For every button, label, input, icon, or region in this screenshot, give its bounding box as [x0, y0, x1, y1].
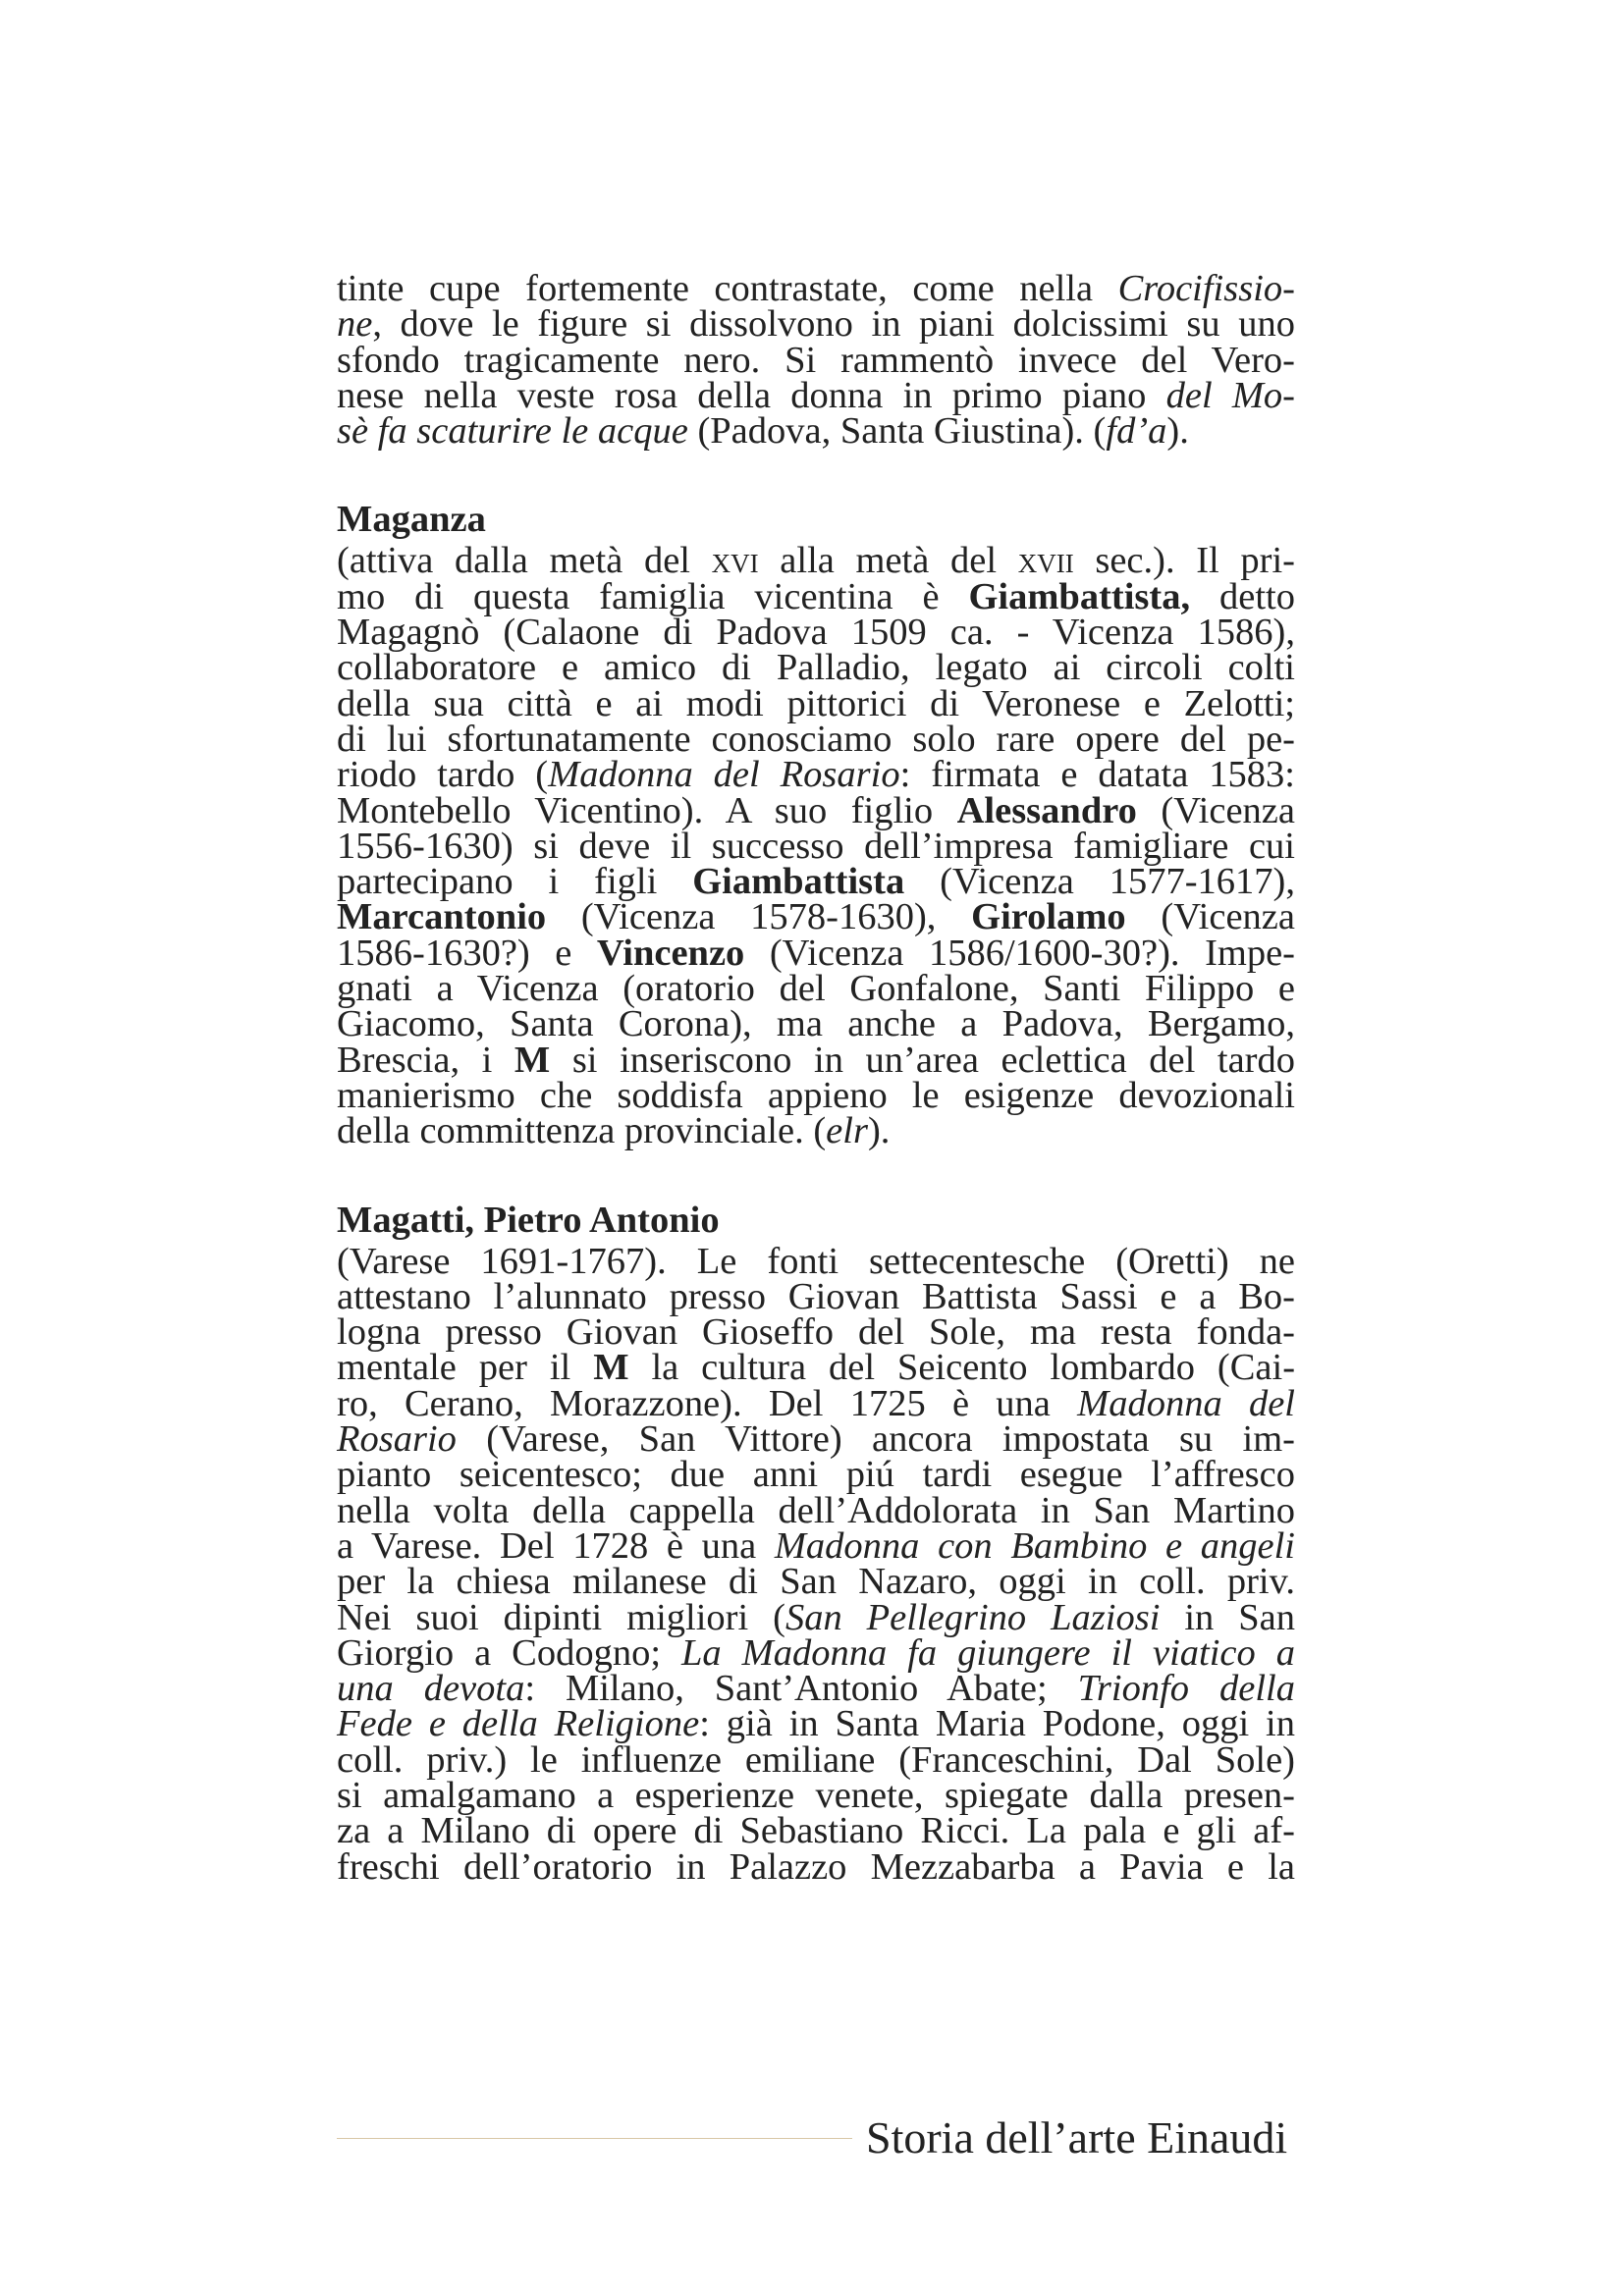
footer-rule	[337, 2138, 852, 2139]
text-line: logna presso Giovan Gioseffo del Sole, ma resta fonda-	[337, 1311, 1295, 1354]
text-line: a Varese. Del 1728 è una Madonna con Bambino e angeli	[337, 1524, 1295, 1567]
text-line: (Varese 1691-1767). Le fonti settecentesche (Oretti) ne	[337, 1240, 1295, 1282]
text-line: Nei suoi dipinti migliori (San Pellegrino Laziosi in San	[337, 1596, 1295, 1638]
text-line: Magagnò (Calaone di Padova 1509 ca. - Vicenza 1586),	[337, 612, 1295, 654]
text-line: collaboratore e amico di Palladio, legato ai circoli colti	[337, 647, 1295, 689]
text-line: partecipano i figli Giambattista (Vicenza 1577-1617),	[337, 861, 1295, 903]
text-line: Giorgio a Codogno; La Madonna fa giungere il viatico a	[337, 1631, 1295, 1674]
text-line: nese nella veste rosa della donna in primo piano del Mo-	[337, 374, 1295, 416]
entry-body	[337, 540, 1296, 1152]
text-line: Giacomo, Santa Corona), ma anche a Padova, Bergamo,	[337, 1003, 1295, 1045]
text-line: Fede e della Religione: già in Santa Maria Podone, oggi in	[337, 1703, 1295, 1745]
text-line: sfondo tragicamente nero. Si rammentò invece del Vero-	[337, 339, 1295, 381]
text-line: riodo tardo (Madonna del Rosario: firmata e datata 1583:	[337, 754, 1295, 796]
text-line: attestano l’alunnato presso Giovan Battista Sassi e a Bo-	[337, 1275, 1295, 1317]
text-line: Rosario (Varese, San Vittore) ancora impostata su im-	[337, 1418, 1295, 1461]
entry-maganza	[337, 499, 1296, 1152]
text-line: freschi dell’oratorio in Palazzo Mezzabarba a Pavia e la	[337, 1845, 1295, 1888]
entry-title: Maganza	[337, 499, 486, 541]
text-line: gnati a Vicenza (oratorio del Gonfalone, Santi Filippo e	[337, 968, 1295, 1010]
text-line: 1556-1630) si deve il successo dell’impresa famigliare cui	[337, 825, 1295, 867]
text-line: 1586-1630?) e Vincenzo (Vicenza 1586/1600-30?). Impe-	[337, 932, 1295, 974]
intro-paragraph	[337, 268, 1295, 453]
text-line: nella volta della cappella dell’Addolorata in San Martino	[337, 1489, 1295, 1531]
text-line: per la chiesa milanese di San Nazaro, oggi in coll. priv.	[337, 1561, 1295, 1603]
text-line: della committenza provinciale. (elr).	[337, 1110, 891, 1152]
text-line: mo di questa famiglia vicentina è Giambattista, detto	[337, 575, 1296, 617]
text-line: sè fa scaturire le acque (Padova, Santa Giustina). (fd’a).	[337, 410, 1189, 453]
text-line: pianto seicentesco; due anni piú tardi esegue l’affresco	[337, 1454, 1295, 1496]
text-line: ro, Cerano, Morazzone). Del 1725 è una Madonna del	[337, 1382, 1295, 1424]
text-line: una devota: Milano, Sant’Antonio Abate; Trionfo della	[337, 1668, 1295, 1710]
text-line: della sua città e ai modi pittorici di Veronese e Zelotti;	[337, 682, 1295, 724]
text-line: si amalgamano a esperienze venete, spiegate dalla presen-	[337, 1774, 1295, 1816]
text-line: mentale per il M la cultura del Seicento lombardo (Cai-	[337, 1347, 1296, 1389]
text-line: ne, dove le figure si dissolvono in piani dolcissimi su uno	[337, 303, 1295, 346]
text-line: za a Milano di opere di Sebastiano Ricci. La pala e gli af-	[337, 1810, 1295, 1852]
text-line: Brescia, i M si inseriscono in un’area eclettica del tardo	[337, 1039, 1295, 1081]
entry-magatti	[337, 1199, 1296, 1888]
entry-title: Magatti, Pietro Antonio	[337, 1199, 720, 1241]
text-line: di lui sfortunatamente conosciamo solo rare opere del pe-	[337, 718, 1295, 760]
text-line: coll. priv.) le influenze emiliane (Franceschini, Dal Sole)	[337, 1738, 1295, 1781]
text-line: Montebello Vicentino). A suo figlio Alessandro (Vicenza	[337, 789, 1295, 831]
text-line: tinte cupe fortemente contrastate, come nella Crocifissio-	[337, 268, 1295, 309]
text-line: manierismo che soddisfa appieno le esigenze devozionali	[337, 1074, 1295, 1116]
text-line: (attiva dalla metà del xvi alla metà del xvii sec.). Il pri-	[337, 540, 1295, 582]
text-line: Marcantonio (Vicenza 1578-1630), Girolamo (Vicenza	[337, 896, 1295, 938]
entry-body	[337, 1240, 1296, 1888]
page-body	[337, 268, 1296, 1888]
footer-title: Storia dell’arte Einaudi	[866, 2112, 1288, 2163]
